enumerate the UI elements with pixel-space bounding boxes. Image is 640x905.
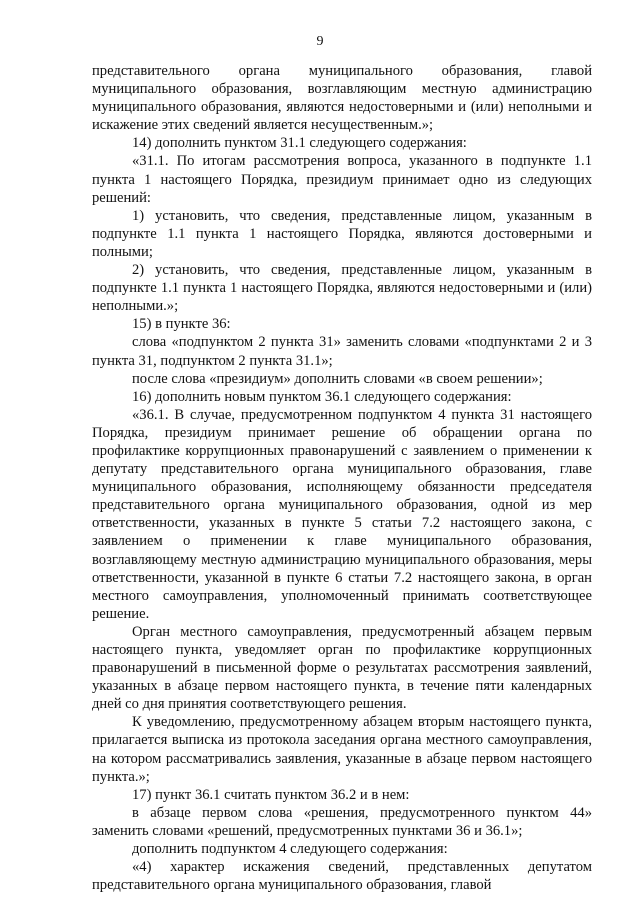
paragraph-subitem-4: «4) характер искажения сведений, представленных депутатом представительного органа муниципального образования, главой (92, 859, 592, 894)
paragraph-first-abzac: в абзаце первом слова «решения, предусмотренного пунктом 44» заменить словами «решений, предусмотренных пунктами 36 и 36.1»; (92, 804, 592, 839)
page-number: 9 (316, 34, 324, 49)
paragraph-local-authority: Орган местного самоуправления, предусмотренный абзацем первым настоящего пункта, уведомляет орган по профилактике коррупционных правонарушений в письменной форме о результатах рассмотрения заявлений, указанных в абзаце первом настоящего пункта, в течение пяти календарных дней со дня принятия соответствующего решения. (92, 623, 592, 713)
paragraph-item-16: 16) дополнить новым пунктом 36.1 следующего содержания: (132, 388, 512, 405)
paragraph-add-subitem-4: дополнить подпунктом 4 следующего содержания: (132, 841, 448, 858)
paragraph-point-31-1: «31.1. По итогам рассмотрения вопроса, указанного в подпункте 1.1 пункта 1 настоящего Порядка, президиум принимает одно из следующих решений: (92, 153, 592, 206)
paragraph-replace-words: слова «подпунктом 2 пункта 31» заменить словами «подпунктами 2 и 3 пункта 31, подпунктом 2 пункта 31.1»; (92, 334, 592, 369)
paragraph-point-36-1: «36.1. В случае, предусмотренном подпунктом 4 пункта 31 настоящего Порядка, президиум принимает решение об обращении органа по профилактике коррупционных правонарушений с заявлением о применении к депутату представительного органа муниципального образования, главе муниципального образования, исполняющему обязанности председателя представительного органа муниципального образования, одной из мер ответственности, указанных в пункте 5 статьи 7.2 настоящего закона, с заявлением о применении к главе муниципального образования, возглавляющему местную администрацию муниципального образования, меры ответственности, указанной в пункте 6 статьи 7.2 настоящего закона, в орган местного самоуправления, уполномоченный принимать соответствующее решение. (92, 406, 592, 622)
paragraph-subitem-1: 1) установить, что сведения, представленные лицом, указанным в подпункте 1.1 пункта 1 настоящего Порядка, являются достоверными и полными; (92, 207, 592, 260)
paragraph-continuation: представительного органа муниципального образования, главой муниципального образования, возглавляющим местную администрацию муниципального образования, являются недостоверными и (или) неполными и искажение этих сведений является несущественным.»; (92, 63, 592, 134)
paragraph-item-15: 15) в пункте 36: (132, 316, 231, 333)
paragraph-item-17: 17) пункт 36.1 считать пунктом 36.2 и в нем: (132, 786, 410, 803)
document-body (92, 62, 592, 894)
paragraph-add-words: после слова «президиум» дополнить словами «в своем решении»; (132, 370, 543, 387)
paragraph-subitem-2: 2) установить, что сведения, представленные лицом, указанным в подпункте 1.1 пункта 1 настоящего Порядка, являются недостоверными и (или) неполными.»; (92, 262, 592, 315)
paragraph-item-14: 14) дополнить пунктом 31.1 следующего содержания: (132, 135, 467, 152)
paragraph-notification: К уведомлению, предусмотренному абзацем вторым настоящего пункта, прилагается выписка из протокола заседания органа местного самоуправления, на котором рассматривались заявления, указанные в абзаце первом настоящего пункта.»; (92, 714, 592, 785)
